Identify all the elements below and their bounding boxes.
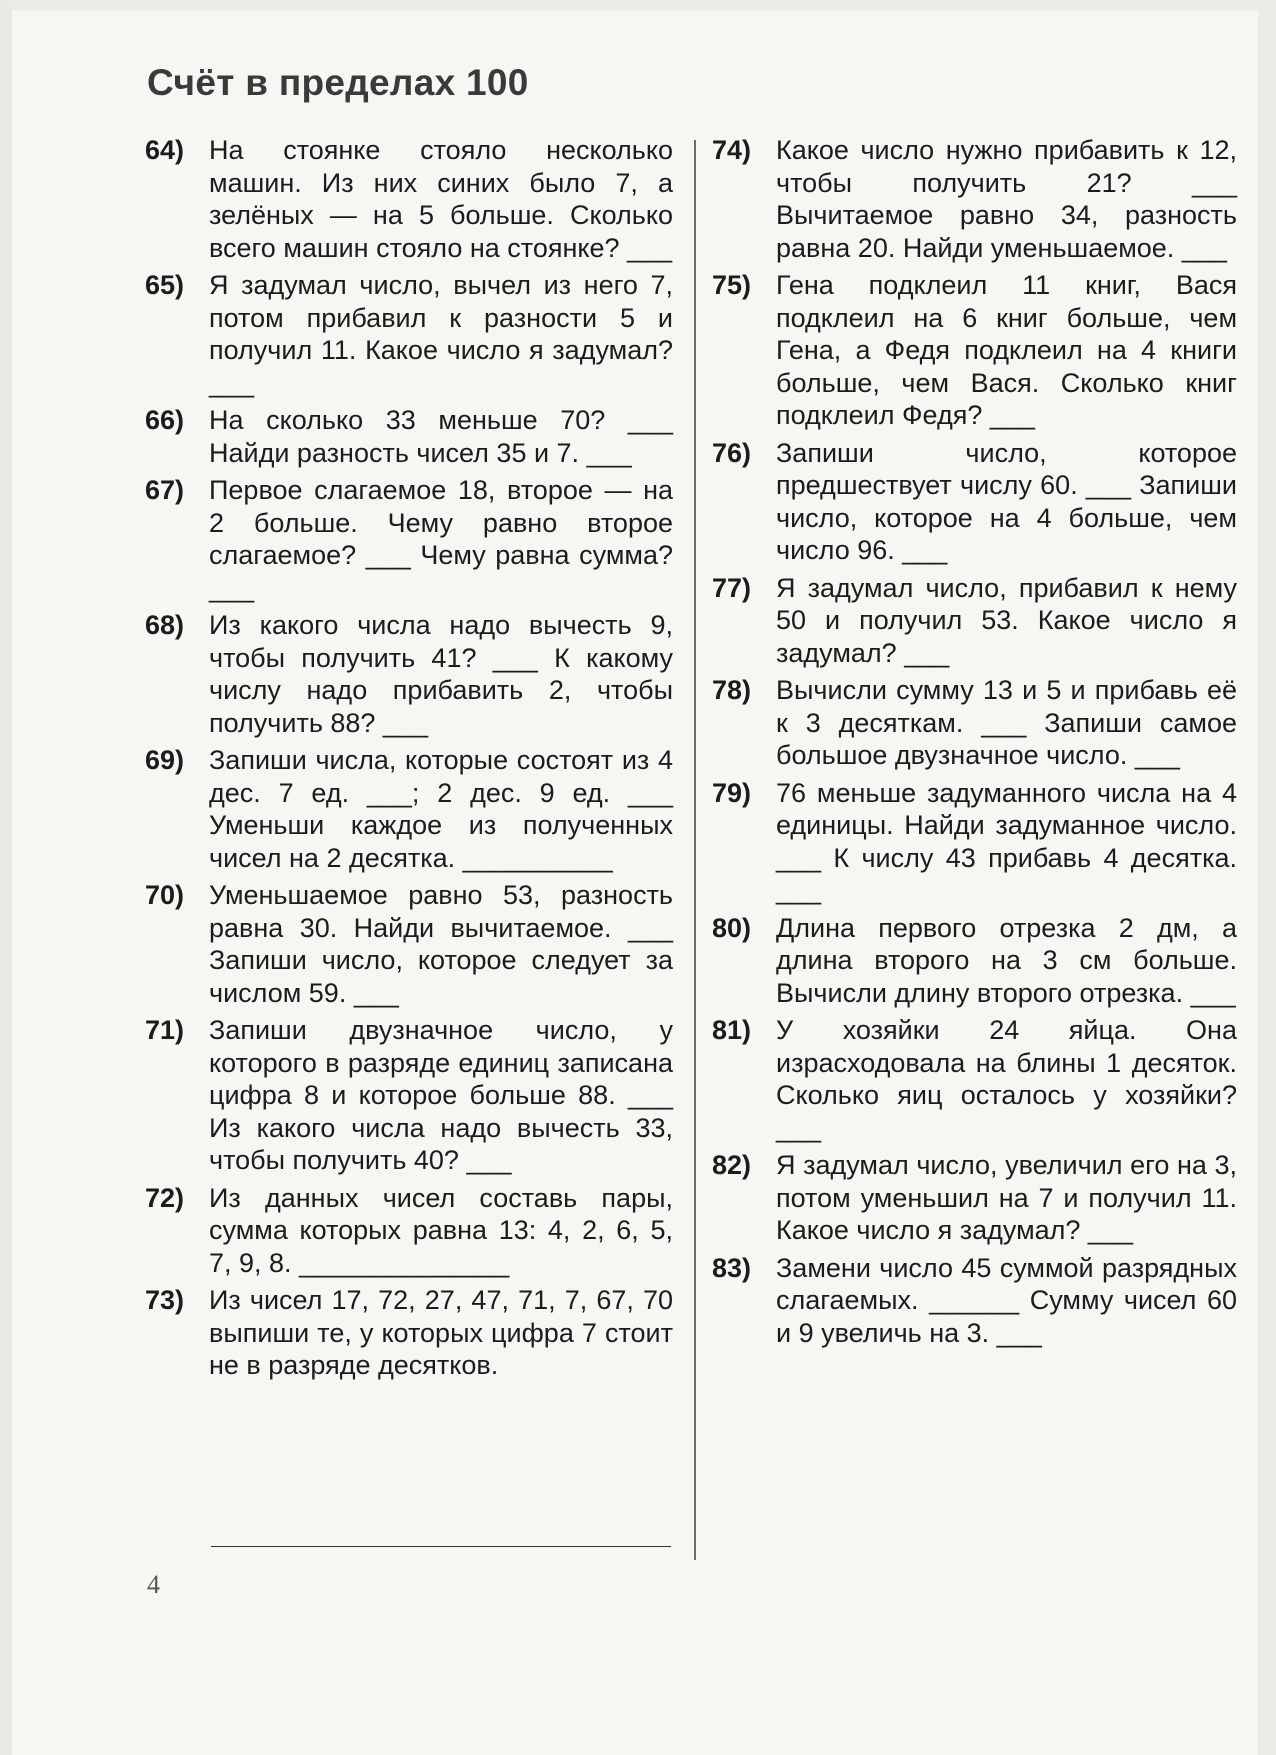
task-text: У хозяйки 24 яйца. Она израсходовала на блины 1 десяток. Сколько яиц осталось у хозяйки? ___ xyxy=(776,1015,1237,1143)
left-column xyxy=(145,134,673,1387)
task-83 xyxy=(712,1252,1237,1350)
task-72 xyxy=(145,1182,673,1280)
task-number: 64) xyxy=(145,135,185,165)
task-text: Я задумал число, увеличил его на 3, потом уменьшил на 7 и получил 11. Какое число я задумал? ___ xyxy=(776,1150,1237,1245)
task-text: На стоянке стояло несколько машин. Из них синих было 7, а зелёных — на 5 больше. Сколько всего машин стояло на стоянке? ___ xyxy=(209,135,673,263)
task-71 xyxy=(145,1014,673,1177)
task-67 xyxy=(145,474,673,604)
task-text: Из какого числа надо вычесть 9, чтобы получить 41? ___ К какому числу надо прибавить 2, чтобы получить 88? ___ xyxy=(209,610,673,738)
task-69 xyxy=(145,744,673,874)
paper-edge-left xyxy=(0,0,12,1755)
task-number: 83) xyxy=(712,1252,752,1283)
task-text: Я задумал число, вычел из него 7, потом прибавил к разности 5 и получил 11. Какое число я задумал? ___ xyxy=(209,270,673,398)
task-number: 77) xyxy=(712,572,752,603)
task-number: 78) xyxy=(712,675,752,705)
task-77 xyxy=(712,572,1237,670)
task-82 xyxy=(712,1149,1237,1247)
task-number: 81) xyxy=(712,1015,752,1045)
task-76 xyxy=(712,437,1237,567)
task-number: 82) xyxy=(712,1150,752,1180)
task-number: 71) xyxy=(145,1015,185,1045)
task-number: 80) xyxy=(712,912,752,943)
task-74 xyxy=(712,134,1237,264)
answer-line xyxy=(211,1546,671,1547)
task-73 xyxy=(145,1284,673,1382)
paper-edge-top xyxy=(0,0,1276,10)
task-text: Гена подклеил 11 книг, Вася подклеил на 6 книг больше, чем Гена, а Федя подклеил на 4 книги больше, чем Вася. Сколько книг подклеил Федя? ___ xyxy=(776,270,1237,430)
task-64 xyxy=(145,134,673,264)
task-number: 72) xyxy=(145,1182,185,1213)
task-number: 67) xyxy=(145,475,185,505)
task-text: Я задумал число, прибавил к нему 50 и получил 53. Какое число я задумал? ___ xyxy=(776,572,1237,668)
task-80 xyxy=(712,912,1237,1010)
task-text: Из данных чисел составь пары, сумма которых равна 13: 4, 2, 6, 5, 7, 9, 8. ______________ xyxy=(209,1182,673,1278)
task-68 xyxy=(145,609,673,739)
task-text: Из чисел 17, 72, 27, 47, 71, 7, 67, 70 выпиши те, у которых цифра 7 стоит не в разряде десятков. xyxy=(209,1285,673,1380)
column-divider xyxy=(694,140,696,1560)
task-text: Уменьшаемое равно 53, разность равна 30. Найди вычитаемое. ___ Запиши число, которое следует за числом 59. ___ xyxy=(209,880,673,1008)
task-79 xyxy=(712,777,1237,907)
task-70 xyxy=(145,879,673,1009)
task-text: Какое число нужно прибавить к 12, чтобы получить 21? ___ Вычитаемое равно 34, разность равна 20. Найди уменьшаемое. ___ xyxy=(776,135,1237,263)
task-text: Замени число 45 суммой разрядных слагаемых. ______ Сумму чисел 60 и 9 увеличь на 3. ___ xyxy=(776,1252,1237,1348)
task-number: 69) xyxy=(145,745,185,775)
task-number: 75) xyxy=(712,270,752,300)
task-text: Запиши числа, которые состоят из 4 дес. 7 ед. ___; 2 дес. 9 ед. ___ Уменьши каждое из полученных чисел на 2 десятка. __________ xyxy=(209,745,673,873)
task-number: 65) xyxy=(145,270,185,300)
task-66 xyxy=(145,404,673,469)
task-text: Первое слагаемое 18, второе — на 2 больше. Чему равно второе слагаемое? ___ Чему равна сумма? ___ xyxy=(209,475,673,603)
task-text: На сколько 33 меньше 70? ___ Найди разность чисел 35 и 7. ___ xyxy=(209,405,673,468)
task-81 xyxy=(712,1014,1237,1144)
page-title: Счёт в пределах 100 xyxy=(147,62,529,103)
task-number: 70) xyxy=(145,880,185,910)
task-number: 66) xyxy=(145,405,185,435)
task-text: 76 меньше задуманного числа на 4 единицы. Найди задуманное число. ___ К числу 43 прибавь 4 десятка. ___ xyxy=(776,777,1237,905)
task-number: 73) xyxy=(145,1285,185,1315)
task-65 xyxy=(145,269,673,399)
task-text: Запиши двузначное число, у которого в разряде единиц записана цифра 8 и которое больше 88. ___ Из какого числа надо вычесть 33, чтобы получить 40? ___ xyxy=(209,1015,673,1175)
task-75 xyxy=(712,269,1237,432)
task-number: 68) xyxy=(145,610,185,640)
task-text: Запиши число, которое предшествует числу 60. ___ Запиши число, которое на 4 больше, чем число 96. ___ xyxy=(776,437,1237,565)
task-text: Вычисли сумму 13 и 5 и прибавь её к 3 десяткам. ___ Запиши самое большое двузначное число. ___ xyxy=(776,675,1237,770)
task-number: 79) xyxy=(712,777,752,808)
task-text: Длина первого отрезка 2 дм, а длина второго на 3 см больше. Вычисли длину второго отрезка. ___ xyxy=(776,912,1237,1008)
task-number: 76) xyxy=(712,437,752,468)
right-column xyxy=(712,134,1237,1354)
paper-edge-right xyxy=(1258,0,1276,1755)
page-number: 4 xyxy=(147,1570,160,1599)
task-number: 74) xyxy=(712,135,752,165)
task-78 xyxy=(712,674,1237,772)
